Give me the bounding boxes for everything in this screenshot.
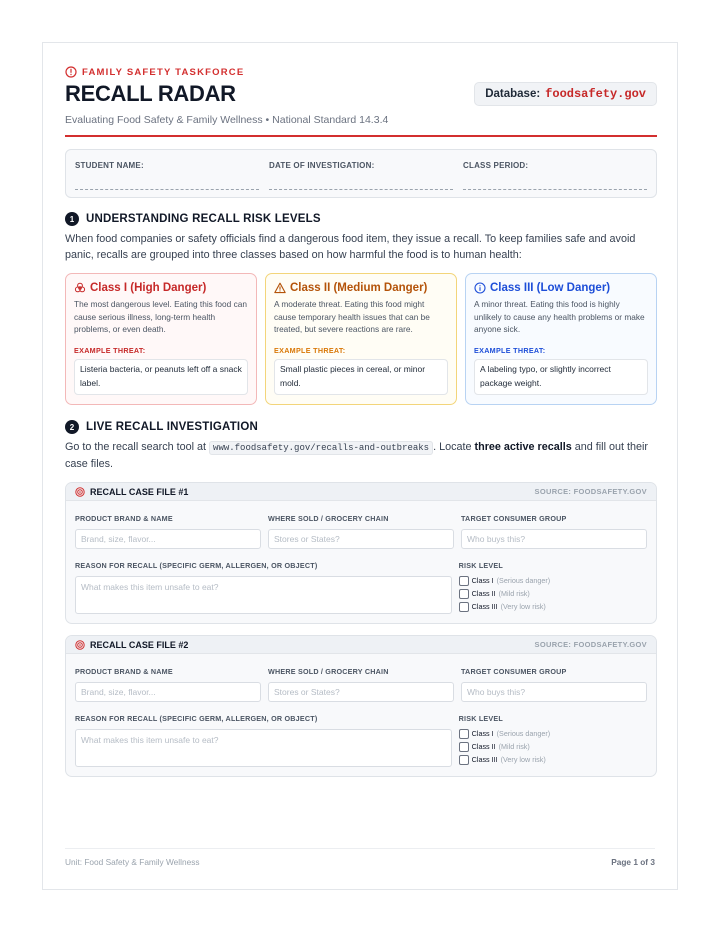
section-2-text-after: and fill out their case files. bbox=[65, 441, 648, 470]
brand-label: PRODUCT BRAND & NAME bbox=[75, 514, 173, 523]
case-file-1-row-2 bbox=[75, 561, 647, 614]
where-sold-label: WHERE SOLD / GROCERY CHAIN bbox=[268, 667, 389, 676]
reason-input[interactable]: What makes this item unsafe to eat? bbox=[75, 729, 452, 767]
risk-option-note: (Very low risk) bbox=[500, 602, 546, 611]
date-line[interactable] bbox=[269, 189, 453, 190]
target-group-label: TARGET CONSUMER GROUP bbox=[461, 514, 567, 523]
risk-checkbox[interactable] bbox=[459, 602, 469, 612]
risk-option-note: (Serious danger) bbox=[496, 576, 551, 585]
case-file-1-header bbox=[66, 483, 656, 501]
risk-checkbox[interactable] bbox=[459, 729, 469, 739]
class-1-title bbox=[74, 282, 248, 294]
risk-level-options bbox=[459, 574, 647, 613]
reason-input[interactable]: What makes this item unsafe to eat? bbox=[75, 576, 452, 614]
brand-input[interactable]: Brand, size, flavor... bbox=[75, 682, 261, 702]
section-2-number: 2 bbox=[65, 420, 79, 434]
class-period-label: CLASS PERIOD: bbox=[463, 161, 529, 170]
class-3-description: A minor threat. Eating this food is highly unlikely to cause any health problems or make anyone sick. bbox=[474, 299, 645, 334]
risk-level-options bbox=[459, 727, 647, 766]
risk-checkbox[interactable] bbox=[459, 576, 469, 586]
case-file-2-source: SOURCE: FOODSAFETY.GOV bbox=[534, 640, 647, 649]
risk-option-class-1[interactable] bbox=[459, 727, 647, 740]
class-2-title-text: Class II (Medium Danger) bbox=[290, 282, 428, 294]
case-file-2-body bbox=[66, 654, 656, 776]
case-file-2-row-1 bbox=[75, 667, 647, 702]
class-3-title-text: Class III (Low Danger) bbox=[490, 282, 611, 294]
date-label: DATE OF INVESTIGATION: bbox=[269, 161, 375, 170]
section-1-title: UNDERSTANDING RECALL RISK LEVELS bbox=[86, 213, 321, 225]
info-circle-icon bbox=[474, 282, 486, 294]
risk-option-name: Class I bbox=[471, 576, 494, 585]
section-1-text: When food companies or safety officials find a dangerous food item, they issue a recall. To keep families safe and avoid panic, recalls are grouped into three classes based on how harmful the food is to human health: bbox=[65, 233, 636, 261]
risk-checkbox[interactable] bbox=[459, 589, 469, 599]
class-3-example-label: EXAMPLE THREAT: bbox=[474, 346, 546, 355]
student-name-label: STUDENT NAME: bbox=[75, 161, 144, 170]
page-content bbox=[65, 65, 657, 777]
risk-option-name: Class II bbox=[471, 742, 496, 751]
section-1-number: 1 bbox=[65, 212, 79, 226]
brand-label: PRODUCT BRAND & NAME bbox=[75, 667, 173, 676]
class-2-title bbox=[274, 282, 448, 294]
risk-option-class-2[interactable] bbox=[459, 587, 647, 600]
case-file-2-row-2 bbox=[75, 714, 647, 767]
recall-url[interactable]: www.foodsafety.gov/recalls-and-outbreaks bbox=[209, 441, 433, 455]
case-file-1-source: SOURCE: FOODSAFETY.GOV bbox=[534, 487, 647, 496]
section-2-text-bold: three active recalls bbox=[474, 441, 572, 453]
class-2-example-label: EXAMPLE THREAT: bbox=[274, 346, 346, 355]
student-name-field[interactable] bbox=[75, 150, 259, 197]
class-1-description: The most dangerous level. Eating this food can cause serious illness, long-term health problems, or even death. bbox=[74, 299, 247, 334]
risk-level-label: RISK LEVEL bbox=[458, 714, 504, 723]
case-file-1-title-text: RECALL CASE FILE #1 bbox=[90, 486, 189, 497]
footer-page-number: Page 1 of 3 bbox=[611, 857, 655, 867]
class-3-example: A labeling typo, or slightly incorrect package weight. bbox=[474, 359, 648, 395]
risk-option-note: (Mild risk) bbox=[498, 742, 530, 751]
risk-option-name: Class I bbox=[471, 729, 494, 738]
class-2-card bbox=[265, 273, 457, 405]
case-file-1-row-1 bbox=[75, 514, 647, 549]
class-2-description: A moderate threat. Eating this food might cause temporary health issues that can be treated, but severe reactions are rare. bbox=[274, 299, 430, 334]
risk-option-name: Class III bbox=[471, 755, 498, 764]
database-value: foodsafety.gov bbox=[545, 87, 646, 101]
date-field[interactable] bbox=[269, 150, 453, 197]
page-footer bbox=[65, 848, 655, 867]
class-1-title-text: Class I (High Danger) bbox=[90, 282, 207, 294]
case-file-2-header bbox=[66, 636, 656, 654]
alert-circle-icon bbox=[65, 66, 77, 78]
student-info-box bbox=[65, 149, 657, 198]
worksheet-page bbox=[42, 42, 678, 890]
risk-checkbox[interactable] bbox=[459, 755, 469, 765]
case-file-1 bbox=[65, 482, 657, 624]
class-1-example: Listeria bacteria, or peanuts left off a snack label. bbox=[74, 359, 248, 395]
header-divider bbox=[65, 135, 657, 137]
risk-option-note: (Mild risk) bbox=[498, 589, 530, 598]
risk-option-note: (Very low risk) bbox=[500, 755, 546, 764]
class-period-line[interactable] bbox=[463, 189, 647, 190]
page-title: RECALL RADAR bbox=[65, 81, 236, 106]
class-3-card bbox=[465, 273, 657, 405]
case-file-1-body bbox=[66, 501, 656, 623]
case-file-2-title bbox=[75, 640, 188, 650]
org-name: FAMILY SAFETY TASKFORCE bbox=[82, 66, 245, 78]
section-2-title: LIVE RECALL INVESTIGATION bbox=[86, 421, 258, 433]
warning-triangle-icon bbox=[274, 282, 286, 294]
case-file-2 bbox=[65, 635, 657, 777]
risk-checkbox[interactable] bbox=[459, 742, 469, 752]
risk-option-name: Class III bbox=[471, 602, 498, 611]
risk-option-note: (Serious danger) bbox=[496, 729, 551, 738]
section-2-heading bbox=[65, 420, 657, 434]
student-name-line[interactable] bbox=[75, 189, 259, 190]
org-label bbox=[65, 65, 657, 79]
page-subtitle: Evaluating Food Safety & Family Wellness • National Standard 14.3.4 bbox=[65, 114, 389, 126]
risk-option-class-3[interactable] bbox=[459, 753, 647, 766]
target-group-input[interactable]: Who buys this? bbox=[461, 682, 647, 702]
class-2-example: Small plastic pieces in cereal, or minor mold. bbox=[274, 359, 448, 395]
where-sold-input[interactable]: Stores or States? bbox=[268, 682, 454, 702]
section-2-text-middle: . Locate bbox=[433, 441, 472, 453]
footer-unit: Unit: Food Safety & Family Wellness bbox=[65, 857, 200, 867]
risk-option-name: Class II bbox=[471, 589, 496, 598]
target-group-label: TARGET CONSUMER GROUP bbox=[461, 667, 567, 676]
brand-input[interactable]: Brand, size, flavor... bbox=[75, 529, 261, 549]
class-period-field[interactable] bbox=[463, 150, 647, 197]
where-sold-label: WHERE SOLD / GROCERY CHAIN bbox=[268, 514, 389, 523]
target-icon bbox=[75, 640, 85, 650]
section-1-heading bbox=[65, 212, 657, 226]
where-sold-input[interactable]: Stores or States? bbox=[268, 529, 454, 549]
class-1-example-label: EXAMPLE THREAT: bbox=[74, 346, 146, 355]
database-badge bbox=[474, 82, 657, 106]
target-group-input[interactable]: Who buys this? bbox=[461, 529, 647, 549]
case-file-1-title bbox=[75, 487, 188, 497]
target-icon bbox=[75, 487, 85, 497]
reason-label: REASON FOR RECALL (SPECIFIC GERM, ALLERGEN, OR OBJECT) bbox=[75, 714, 318, 723]
risk-option-class-1[interactable] bbox=[459, 574, 647, 587]
reason-label: REASON FOR RECALL (SPECIFIC GERM, ALLERGEN, OR OBJECT) bbox=[75, 561, 318, 570]
section-2-text bbox=[65, 439, 657, 472]
class-1-card bbox=[65, 273, 257, 405]
class-3-title bbox=[474, 282, 648, 294]
section-2-text-before: Go to the recall search tool at bbox=[65, 441, 207, 453]
risk-level-label: RISK LEVEL bbox=[458, 561, 504, 570]
risk-option-class-2[interactable] bbox=[459, 740, 647, 753]
recall-classes bbox=[65, 273, 657, 405]
risk-option-class-3[interactable] bbox=[459, 600, 647, 613]
database-label: Database: bbox=[485, 88, 541, 100]
case-file-2-title-text: RECALL CASE FILE #2 bbox=[90, 639, 189, 650]
biohazard-icon bbox=[74, 282, 86, 294]
